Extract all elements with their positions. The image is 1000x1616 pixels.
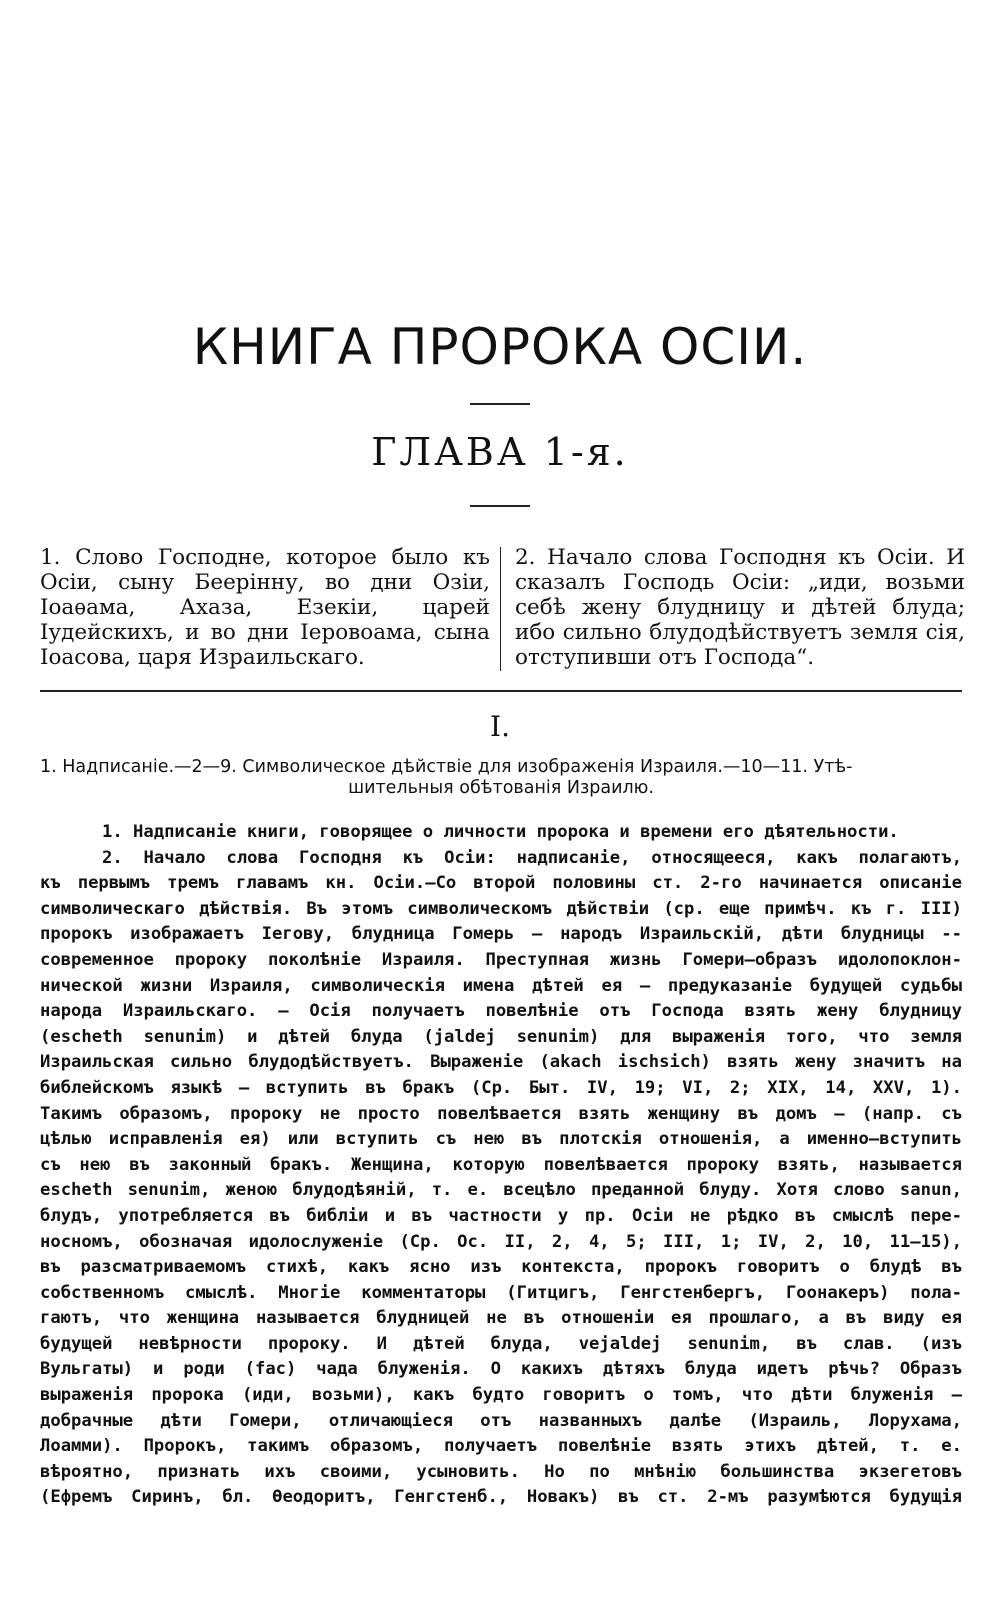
chapter-title: ГЛАВА 1-я. <box>371 430 629 474</box>
section-number: I. <box>490 710 510 743</box>
commentary-line: 2. Начало слова Господня къ Осіи: надписаніе, относящееся, какъ полагаютъ, <box>102 847 962 868</box>
section-summary <box>40 757 962 799</box>
commentary-line: гаютъ, что женщина называется блудницей не въ отношеніи ея прошлаго, а въ виду ея <box>40 1308 962 1329</box>
commentary-line: символическаго дѣйствія. Въ этомъ символическомъ дѣйствіи (ср. еще примѣч. къ г. III) <box>40 898 962 919</box>
verse-columns <box>40 545 965 680</box>
verse-2: 2. Начало слова Господня къ Осіи. И сказалъ Господь Осіи: „иди, возьми себѣ жену блудницу и дѣтей блуда; ибо сильно блудодѣйствуетъ земля сія, отступивши отъ Господа“. <box>515 545 965 670</box>
commentary-line: Вульгаты) и роди (fac) чада блуженія. О какихъ дѣтяхъ блуда идетъ рѣчь? Образъ <box>40 1359 962 1380</box>
summary-line: 1. Надписаніе.—2—9. Символическое дѣйствіе для изображенія Израиля.—10—11. Утѣ- <box>40 757 853 777</box>
commentary <box>40 820 962 1511</box>
commentary-line: къ первымъ тремъ главамъ кн. Осіи.—Со второй половины ст. 2-го начинается описаніе <box>40 873 962 894</box>
commentary-line: пророкъ изображаетъ Іегову, блудница Гомерь — народъ Израильскій, дѣти блудницы -- <box>40 924 962 945</box>
commentary-line: съ нею въ законный бракъ. Женщина, которую повелѣвается пророку взять, называется <box>40 1154 962 1175</box>
commentary-line: блудъ, употребляется въ библіи и въ частности у пр. Осіи не рѣдко въ смыслѣ пере- <box>40 1205 962 1226</box>
commentary-line: добрачные дѣти Гомери, отличающіеся отъ названныхъ далѣе (Израиль, Лорухама, <box>40 1410 962 1431</box>
summary-line: шительныя обѣтованія Израилю. <box>348 778 654 798</box>
commentary-line: Лоамми). Пророкъ, такимъ образомъ, получаетъ повелѣніе взять этихъ дѣтей, т. е. <box>40 1436 962 1457</box>
commentary-line: Такимъ образомъ, пророку не просто повелѣвается взять женщину въ домъ — (напр. съ <box>40 1103 962 1124</box>
commentary-line: escheth senunim, женою блудодѣяній, т. е. всецѣло преданной блуду. Хотя слово sanun, <box>40 1180 962 1201</box>
commentary-line: современное пророку поколѣніе Израиля. Преступная жизнь Гомери—образъ идолопоклон- <box>40 949 962 970</box>
commentary-line: цѣлью исправленія ея) или вступить съ нею въ плотскія отношенія, а именно—вступить <box>40 1129 962 1150</box>
book-title: КНИГА ПРОРОКА ОСІИ. <box>192 318 808 376</box>
commentary-line: собственномъ смыслѣ. Многіе комментаторы (Гитцигъ, Генгстенбергъ, Гоонакеръ) пола- <box>40 1282 962 1303</box>
commentary-line: выраженія пророка (иди, возьми), какъ будто говоритъ о томъ, что дѣти блуженія — <box>40 1385 962 1406</box>
commentary-line: вѣроятно, признать ихъ своими, усыновить. Но по мнѣнію большинства экзегетовъ <box>40 1461 962 1482</box>
title-rule <box>470 403 530 405</box>
commentary-line: (Ефремъ Сиринъ, бл. Ѳеодоритъ, Генгстенб., Новакъ) въ ст. 2-мъ разумѣются будущія <box>40 1487 962 1508</box>
commentary-line: носномъ, обозначая идолослуженіе (Ср. Ос. II, 2, 4, 5; III, 1; IV, 2, 10, 11—15), <box>40 1231 962 1252</box>
commentary-line: библейскомъ языкѣ — вступить въ бракъ (Ср. Быт. IV, 19; VI, 2; XIX, 14, XXV, 1). <box>40 1077 962 1098</box>
commentary-line: будущей невѣрности пророку. И дѣтей блуда, vejaldej senunim, въ слав. (изъ <box>40 1333 962 1354</box>
commentary-line: нической жизни Израиля, символическія имена дѣтей ея — предуказаніе будущей судьбы <box>40 975 962 996</box>
commentary-line: Израильская сильно блудодѣйствуетъ. Выраженіе (akach ischsich) взять жену значитъ на <box>40 1052 962 1073</box>
commentary-line: народа Израильскаго. — Осія получаетъ повелѣніе отъ Господа взять жену блудницу <box>40 1001 962 1022</box>
commentary-line: (escheth senunim) и дѣтей блуда (jaldej senunim) для выраженія того, что земля <box>40 1026 962 1047</box>
verse-1: 1. Слово Господне, которое было къ Осіи, сыну Беерінну, во дни Озіи, Іоаѳама, Ахаза, Езекіи, царей Іудейскихъ, и во дни Іеровоама, сына Іоасова, царя Израильскаго. <box>40 545 490 670</box>
commentary-line: 1. Надписаніе книги, говорящее о личности пророка и времени его дѣятельности. <box>102 822 899 842</box>
column-divider <box>500 547 501 671</box>
commentary-line: въ разсматриваемомъ стихѣ, какъ ясно изъ контекста, пророкъ говоритъ о блудѣ въ <box>40 1257 962 1278</box>
chapter-rule <box>470 505 530 507</box>
verses-rule <box>40 690 962 692</box>
